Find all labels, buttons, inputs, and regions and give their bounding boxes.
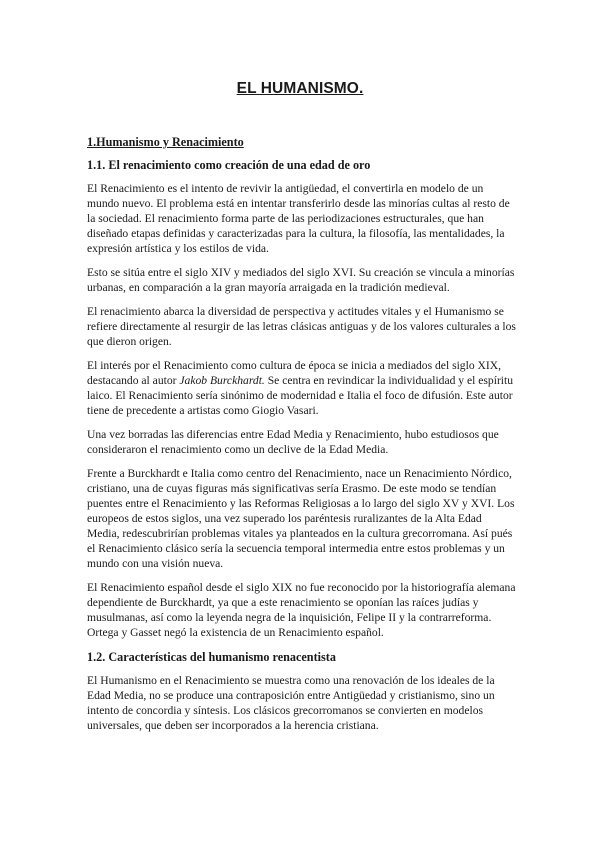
subsection-heading: 1.1. El renacimiento como creación de una edad de oro bbox=[87, 158, 371, 172]
paragraph: El Renacimiento es el intento de revivir la antigüedad, el convertirla en modelo de un mundo nuevo. El problema está en intentar transferirlo desde las minorías cultas al resto de la sociedad. El renacimiento forma parte de las periodizaciones estructurales, que han diseñado etapas definidas y caracterizadas para la cultura, la filosofía, las mentalidades, la expresión artística y los estilos de vida. bbox=[87, 182, 510, 255]
paragraph-text: Se centra en revindicar la individualidad y el espíritu laico. El Renacimiento sería sinónimo de modernidad e Italia el foco de difusión. Este autor tiene de precedente a artistas como Giogio Vasari. bbox=[87, 374, 514, 417]
section-heading: 1.Humanismo y Renacimiento bbox=[87, 135, 244, 149]
paragraph: El Renacimiento español desde el siglo XIX no fue reconocido por la historiografía alemana dependiente de Burckhardt, ya que a este renacimiento se oponían las raíces judías y musulmanas, así como la leyenda negra de la inquisición, Felipe II y la contrarreforma. Ortega y Gasset negó la existencia de un Renacimiento español. bbox=[87, 581, 516, 639]
paragraph-text: El interés por el Renacimiento como cultura de época se inicia a mediados del siglo XIX, destacando al autor bbox=[87, 359, 502, 387]
paragraph: Esto se sitúa entre el siglo XIV y mediados del siglo XVI. Su creación se vincula a minorías urbanas, en comparación a la gran mayoría arraigada en la tradición medieval. bbox=[87, 266, 515, 294]
paragraph: Frente a Burckhardt e Italia como centro del Renacimiento, nace un Renacimiento Nórdico, cristiano, una de cuyas figuras más significativas sería Erasmo. De este modo se tendían puentes entre el Renacimiento y las Reformas Religiosas a lo largo del siglo XV y XVI. Los europeos de estos siglos, una vez superado los paréntesis ruralizantes de la Alta Edad Media, redescubrirían problemas vitales ya planteados en la cultura grecorromana. Así pués el Renacimiento clásico sería la secuencia temporal intermedia entre estos problemas y un mundo con una visión nueva. bbox=[87, 467, 515, 570]
paragraph: El renacimiento abarca la diversidad de perspectiva y actitudes vitales y el Humanismo se refiere directamente al resurgir de las letras clásicas antiguas y de los valores culturales a los que dieron origen. bbox=[87, 305, 516, 348]
document-body bbox=[87, 134, 517, 742]
paragraph: Una vez borradas las diferencias entre Edad Media y Renacimiento, hubo estudiosos que consideraron el renacimiento como un declive de la Edad Media. bbox=[87, 428, 499, 456]
paragraph bbox=[87, 358, 517, 418]
paragraph: El Humanismo en el Renacimiento se muestra como una renovación de los ideales de la Edad Media, no se produce una contraposición entre Antigüedad y cristianismo, sino un intento de concordia y síntesis. Los clásicos grecorromanos se convierten en modelos universales, que deben ser incorporados a la herencia cristiana. bbox=[87, 674, 495, 732]
author-name: Jakob Burckhardt. bbox=[179, 374, 265, 387]
page-title: EL HUMANISMO. bbox=[236, 80, 364, 97]
subsection-heading: 1.2. Características del humanismo renacentista bbox=[87, 650, 336, 664]
